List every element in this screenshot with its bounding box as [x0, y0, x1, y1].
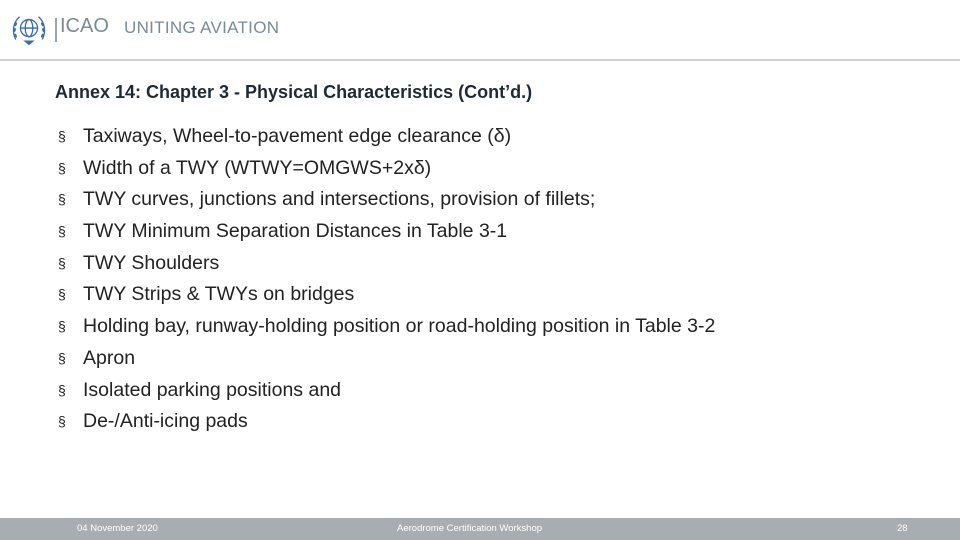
- bullet-marker: §: [58, 381, 66, 398]
- slide-footer: [0, 518, 960, 540]
- bullet-text: Holding bay, runway-holding position or road-holding position in Table 3-2: [83, 315, 716, 338]
- bullet-text: De-/Anti-icing pads: [83, 410, 248, 433]
- bullet-text: TWY curves, junctions and intersections, provision of fillets;: [83, 188, 596, 211]
- footer-event-name: Aerodrome Certification Workshop: [397, 523, 543, 534]
- bullet-item: [58, 375, 715, 407]
- bullet-item: [58, 216, 715, 248]
- bullet-text: TWY Minimum Separation Distances in Table 3-1: [83, 220, 508, 243]
- logo-divider: [55, 18, 57, 42]
- bullet-item: [58, 248, 715, 280]
- slide-title: Annex 14: Chapter 3 - Physical Characteristics (Cont’d.): [55, 82, 533, 102]
- bullet-item: [58, 311, 715, 343]
- bullet-marker: §: [58, 413, 66, 430]
- bullet-list: [58, 121, 715, 438]
- bullet-text: Width of a TWY (WTWY=OMGWS+2xδ): [83, 156, 432, 179]
- bullet-item: [58, 279, 715, 311]
- bullet-marker: §: [58, 191, 66, 208]
- bullet-text: TWY Strips & TWYs on bridges: [83, 283, 355, 306]
- bullet-text: TWY Shoulders: [83, 251, 220, 274]
- org-abbrev: ICAO: [60, 15, 109, 37]
- bullet-item: [58, 184, 715, 216]
- bullet-marker: §: [58, 128, 66, 144]
- bullet-text: Taxiways, Wheel-to-pavement edge clearance (δ): [83, 125, 512, 147]
- bullet-item: [58, 343, 715, 375]
- footer-date: 04 November 2020: [77, 523, 158, 534]
- header-divider: [0, 59, 960, 61]
- bullet-marker: §: [58, 286, 66, 303]
- bullet-item: [58, 153, 715, 185]
- bullet-marker: §: [58, 254, 66, 271]
- bullet-text: Apron: [83, 346, 136, 369]
- tagline: UNITING AVIATION: [124, 18, 280, 37]
- bullet-marker: §: [58, 223, 66, 240]
- icao-emblem-icon: [10, 11, 48, 49]
- slide-header: [0, 0, 960, 60]
- bullet-item: [58, 406, 715, 438]
- bullet-marker: §: [58, 318, 66, 335]
- page-number: 28: [897, 523, 908, 534]
- bullet-item: [58, 121, 715, 153]
- bullet-marker: §: [58, 159, 66, 176]
- bullet-text: Isolated parking positions and: [83, 378, 342, 401]
- bullet-marker: §: [58, 349, 66, 366]
